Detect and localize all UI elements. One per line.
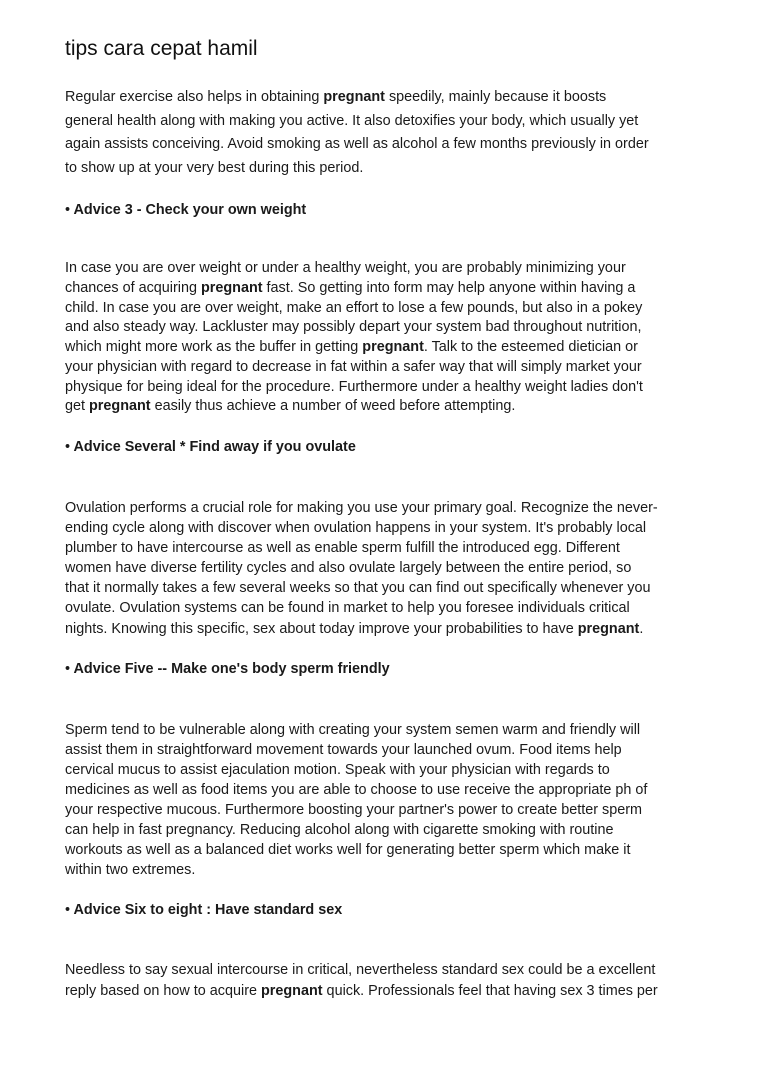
section-heading-advice-six-to-eight — [65, 900, 715, 920]
document-title: tips cara cepat hamil — [65, 37, 258, 60]
bullet-marker: • — [65, 202, 71, 219]
section-body-advice-several: Ovulation performs a crucial role for making you use your primary goal. Recognize the never- ending cycle along with discover when ovulation happens in your system. It's probably local plumber to have intercourse as well as enable sperm fulfill the introduced egg. Different women have diverse fertility cycles and also ovulate largely between the entire period, so that it normally takes a few several weeks so that you can find out specifically whenever you ovulate. Ovulation systems can be found in market to help you foresee individuals critical nights. Knowing this specific, sex about today improve your probabilities to have pregnant. — [65, 500, 658, 637]
intro-paragraph: Regular exercise also helps in obtaining pregnant speedily, mainly because it boosts general health along with making you active. It also detoxifies your body, which usually yet again assists conceiving. Avoid smoking as well as alcohol a few months previously in order to show up at your very best during this period. — [65, 89, 649, 176]
bullet-marker: • — [65, 439, 71, 455]
document-page — [65, 36, 715, 1002]
section-body-advice-five: Sperm tend to be vulnerable along with creating your system semen warm and friendly will assist them in straightforward movement towards your launched ovum. Food items help cervical mucus to assist ejaculation motion. Speak with your physician with regards to medicines as well as food items you are able to choose to use receive the appropriate ph of your respective mucous. Furthermore boosting your partner's power to create better sperm can help in fast pregnancy. Reducing alcohol along with cigarette smoking with routine workouts as well as a balanced diet works well for generating better sperm which make it within two extremes. — [65, 721, 648, 879]
bullet-marker: • — [65, 902, 71, 919]
heading-text: Advice Five -- Make one's body sperm friendly — [73, 660, 390, 677]
section-body-advice-six-to-eight: Needless to say sexual intercourse in critical, nevertheless standard sex could be a excellent reply based on how to acquire pregnant quick. Professionals feel that having sex 3 times per — [65, 962, 658, 999]
heading-text: Advice 3 - Check your own weight — [73, 202, 307, 219]
section-heading-advice-several — [65, 437, 715, 457]
section-heading-advice-3 — [65, 200, 715, 220]
section-body-advice-3: In case you are over weight or under a healthy weight, you are probably minimizing your chances of acquiring pregnant fast. So getting into form may help anyone within having a child. In case you are over weight, make an effort to lose a few pounds, but also in a pokey and also steady way. Lackluster may possibly depart your system bad throughout nutrition, which might more work as the buffer in getting pregnant. Talk to the esteemed dietician or your physician with regard to decrease in fat within a safer way that will simply market your physique for being ideal for the procedure. Furthermore under a healthy weight ladies don't get pregnant easily thus achieve a number of weed before attempting. — [65, 260, 643, 415]
section-heading-advice-five — [65, 659, 715, 679]
heading-text: Advice Several * Find away if you ovulate — [73, 439, 356, 455]
bullet-marker: • — [65, 660, 71, 677]
heading-text: Advice Six to eight : Have standard sex — [73, 902, 343, 919]
